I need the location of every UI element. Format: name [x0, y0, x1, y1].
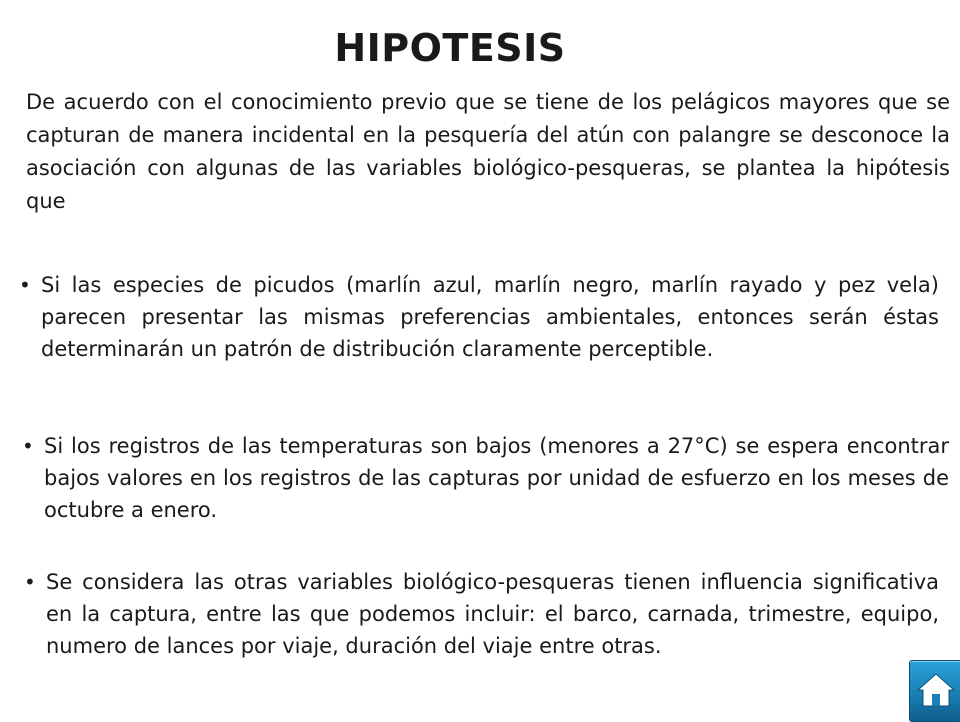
home-icon: [916, 670, 956, 710]
bullet-item: [19, 269, 939, 365]
bullet-dot-icon: •: [22, 434, 34, 458]
slide-title: HIPOTESIS: [334, 26, 566, 70]
bullet-dot-icon: •: [19, 273, 31, 297]
bullet-text: Se considera las otras variables biológico-pesqueras tienen influencia significativa en la captura, entre las que podemos incluir: el barco, carnada, trimestre, equipo, numero de lances por viaje, duración del viaje entre otras.: [46, 570, 939, 658]
bullet-item: [22, 430, 949, 526]
intro-paragraph: De acuerdo con el conocimiento previo que se tiene de los pelágicos mayores que se capturan de manera incidental en la pesquería del atún con palangre se desconoce la asociación con algunas de las variables biológico-pesqueras, se plantea la hipótesis que: [26, 90, 950, 213]
bullet-item: [24, 566, 939, 662]
bullet-dot-icon: •: [24, 570, 36, 594]
bullet-text: Si los registros de las temperaturas son bajos (menores a 27°C) se espera encontrar bajos valores en los registros de las capturas por unidad de esfuerzo en los meses de octubre a enero.: [44, 434, 949, 522]
home-button[interactable]: [909, 660, 960, 722]
bullet-text: Si las especies de picudos (marlín azul, marlín negro, marlín rayado y pez vela) parecen presentar las mismas preferencias ambientales, entonces serán éstas determinarán un patrón de distribución claramente perceptible.: [41, 273, 939, 361]
